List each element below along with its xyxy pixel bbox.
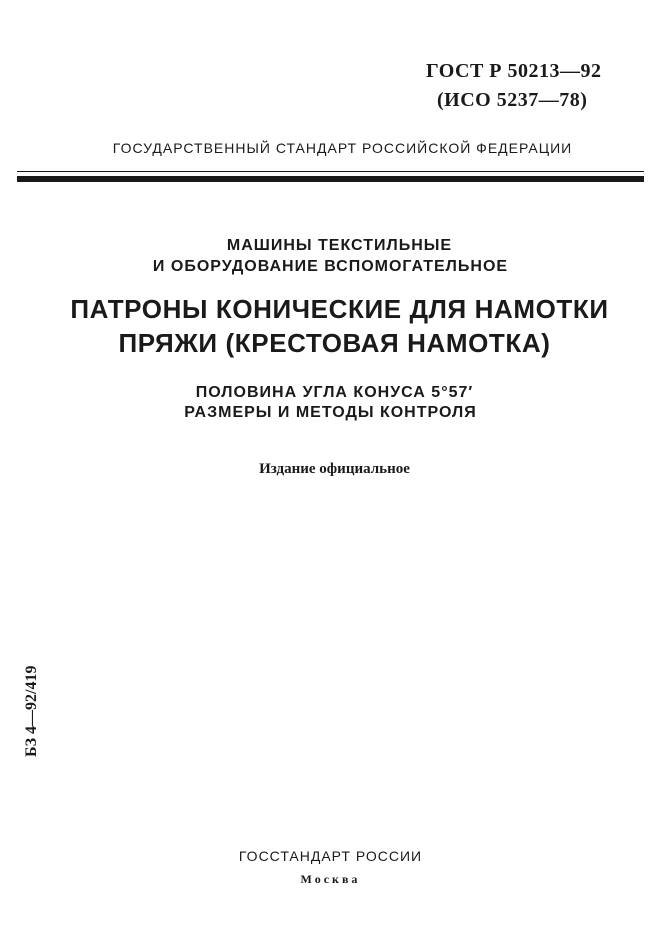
detail-line-2: РАЗМЕРЫ И МЕТОДЫ КОНТРОЛЯ [184,404,477,421]
header-divider-thick [17,176,644,182]
standard-code: ГОСТ Р 50213—92 [426,60,602,82]
header-divider-thin [17,171,644,172]
iso-code: (ИСО 5237—78) [437,89,588,111]
edition-note: Издание официальное [259,461,410,477]
subtitle-line-1: МАШИНЫ ТЕКСТИЛЬНЫЕ [226,237,453,254]
page-title-line-1: ПАТРОНЫ КОНИЧЕСКИЕ ДЛЯ НАМОТКИ [70,294,609,324]
side-print-code: БЗ 4—92/419 [23,665,40,757]
publisher: ГОССТАНДАРТ РОССИИ [238,848,423,864]
publication-city: Москва [300,872,361,886]
subtitle-line-2: И ОБОРУДОВАНИЕ ВСПОМОГАТЕЛЬНОЕ [152,258,509,275]
detail-line-1: ПОЛОВИНА УГЛА КОНУСА 5°57′ [195,384,474,401]
page-title-line-2: ПРЯЖИ (КРЕСТОВАЯ НАМОТКА) [118,328,551,358]
state-standard-heading: ГОСУДАРСТВЕННЫЙ СТАНДАРТ РОССИЙСКОЙ ФЕДЕРАЦИИ [112,140,573,156]
